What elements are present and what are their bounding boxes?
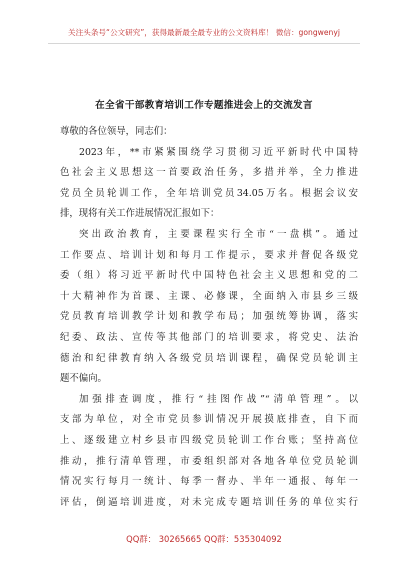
paragraph-line: 加强排查调度，推行“挂图作战”“清单管理”。以 <box>79 393 358 405</box>
paragraph-line: 党员全员轮训工作，全年培训党员34.05万名。根据会议安 <box>60 187 358 199</box>
paragraph-line: 委（组）将习近平新时代中国特色社会主义思想和党的二 <box>60 270 358 282</box>
paragraph-line: 评估，倒逼培训进度，对未完成专题培训任务的单位实行 <box>60 496 358 508</box>
paragraph-line: 纪委、政法、宣传等其他部门的培训要求，将党史、法治 <box>60 331 358 343</box>
paragraph-line: 题不偏向。 <box>60 373 107 385</box>
paragraph-3 <box>60 390 358 514</box>
paragraph-2 <box>60 225 358 390</box>
paragraph-line: 支部为单位，对全市党员参训情况开展摸底排查，自下而 <box>60 414 358 426</box>
paragraph-line: 突出政治教育，主要课程实行全市“一盘棋”。通过 <box>79 228 358 240</box>
paragraph-line: 色社会主义思想这一首要政治任务，多措并举，全力推进 <box>60 167 358 179</box>
paragraph-1 <box>60 143 358 225</box>
document-body <box>60 120 358 513</box>
paragraph-line: 2023年，**市紧紧围绕学习贯彻习近平新时代中国特 <box>79 146 358 158</box>
paragraph-line: 十大精神作为首课、主课、必修课，全面纳入市县乡三级 <box>60 290 358 302</box>
document-title: 在全省干部教育培训工作专题推进会上的交流发言 <box>95 100 313 111</box>
salutation: 尊敬的各位领导，同志们： <box>60 126 173 137</box>
paragraph-line: 推动，推行清单管理，市委组织部对各地各单位党员轮训 <box>60 455 358 467</box>
header-divider <box>48 43 360 44</box>
paragraph-line: 情况实行每月一统计、每季一督办、半年一通报、每年一 <box>60 476 358 488</box>
footer-contact: QQ群： 30265665 QQ群：535304092 <box>126 534 282 544</box>
paragraph-line: 排，现将有关工作进展情况汇报如下： <box>60 208 220 220</box>
paragraph-line: 工作要点、培训计划和每月工作提示，要求并督促各级党 <box>60 249 358 261</box>
paragraph-line: 党员教育培训教学计划和教学布局；加强统筹协调，落实 <box>60 311 358 323</box>
paragraph-line: 上、逐级建立村乡县市四级党员轮训工作台账；坚持高位 <box>60 434 358 446</box>
header-banner: 关注头条号“公文研究”，获得最新最全最专业的公文资料库！ 微信：gongwenyj <box>68 28 340 37</box>
paragraph-line: 德治和纪律教育纳入各级党员培训课程，确保党员轮训主 <box>60 352 358 364</box>
